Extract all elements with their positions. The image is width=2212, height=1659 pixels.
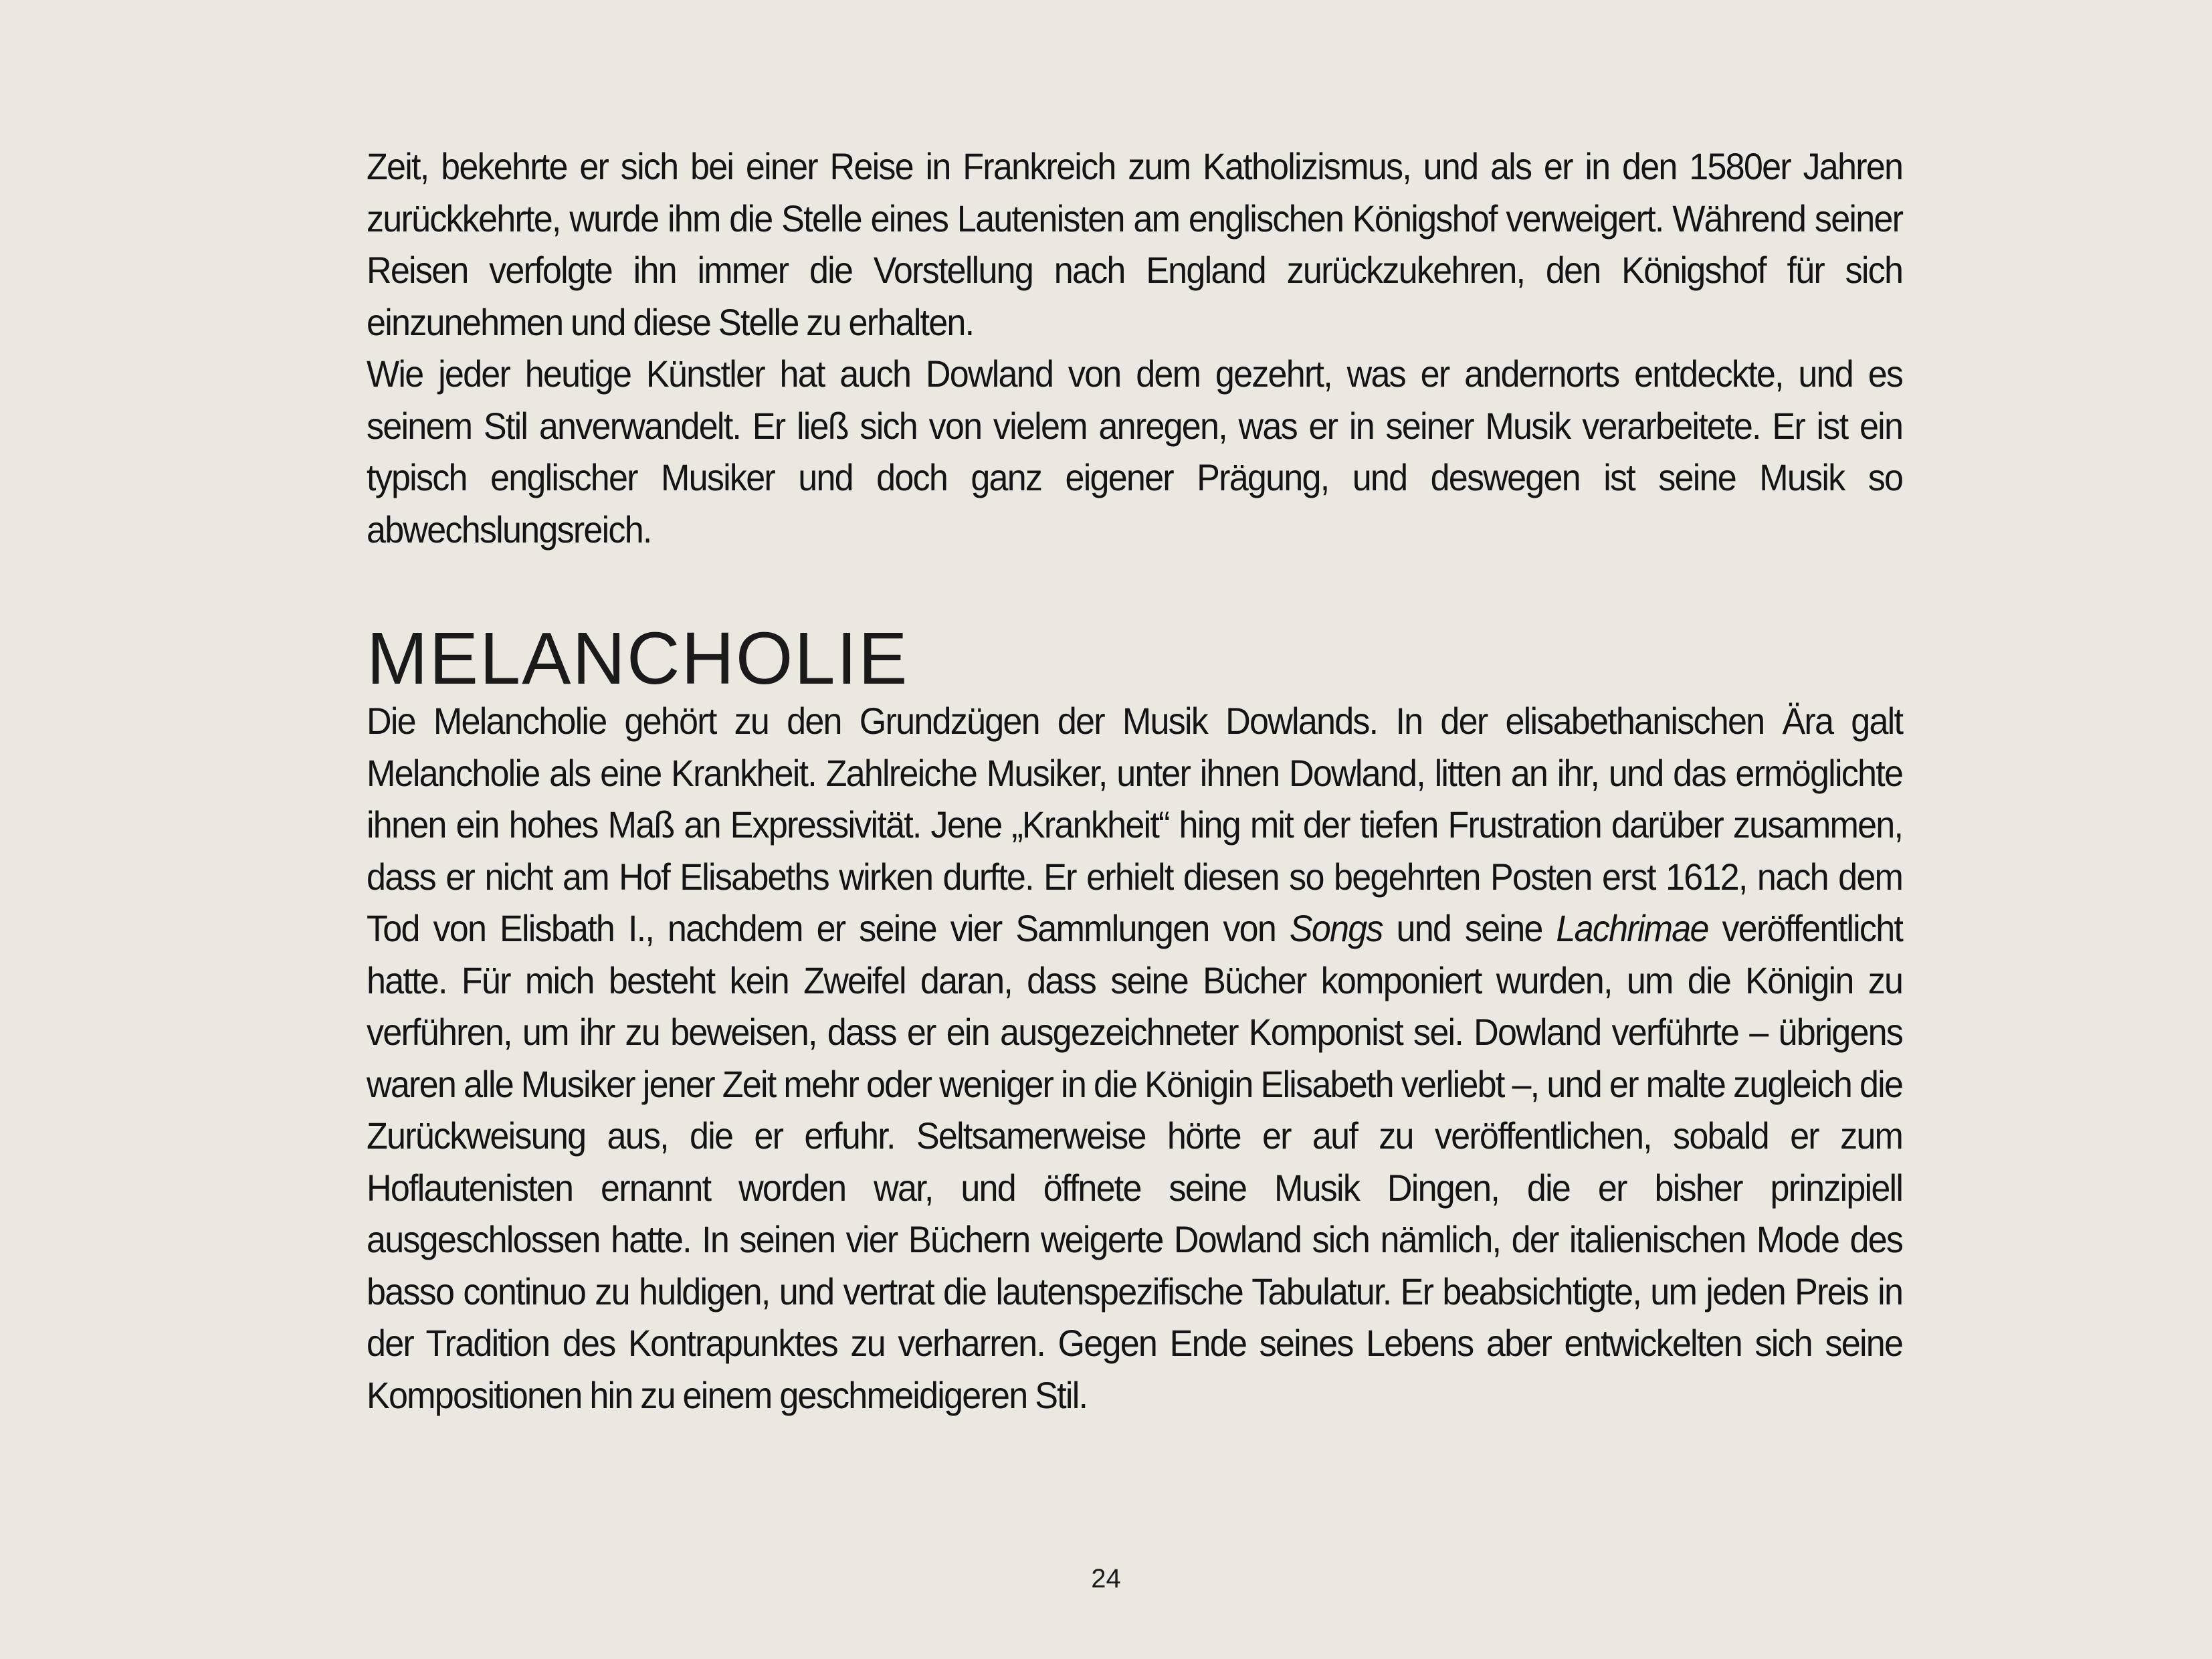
body-text-part-2: und seine	[1396, 907, 1542, 949]
body-text-part-1: Die Melancholie gehört zu den Grundzügen der Musik Dowlands. In der elisabethanischen Ära galt Melancholie als eine Krankheit. Zahlreiche Musiker, unter ihnen Dowland, litten an ihr, und das ermöglichte ihnen ein hohes Maß an Expressivität. Jene „Krankheit“ hing mit der tiefen Frustration darüber zusammen, dass er nicht am Hof Elisabeths wirken durfte. Er erhielt diesen so begehrten Posten erst 1612, nach dem Tod von Elisbath I., nachdem er seine vier Sammlungen von	[367, 700, 1903, 949]
italic-title-songs: Songs	[1289, 907, 1383, 949]
intro-paragraph-2: Wie jeder heutige Künstler hat auch Dowland von dem gezehrt, was er andernorts entdeckte, und es seinem Stil anverwandelt. Er ließ sich von vielem anregen, was er in seiner Musik verarbeitete. Er ist ein typisch englischer Musiker und doch ganz eigener Prägung, und deswegen ist seine Musik so abwechslungsreich.	[367, 353, 1903, 551]
italic-title-lachrimae: Lachrimae	[1556, 907, 1708, 949]
body-text-part-3: veröffentlicht hatte. Für mich besteht kein Zweifel daran, dass seine Bücher komponiert wurden, um die Königin zu verführen, um ihr zu beweisen, dass er ein ausgezeichneter Komponist sei. Dowland verführte – übrigens waren alle Musiker jener Zeit mehr oder weniger in die Königin Elisabeth verliebt –, und er malte zugleich die Zurückweisung aus, die er erfuhr. Seltsamerweise hörte er auf zu veröffentlichen, sobald er zum Hoflautenisten ernannt worden war, und öffnete seine Musik Dingen, die er bisher prinzipiell ausgeschlossen hatte. In seinen vier Büchern weigerte Dowland sich nämlich, der italienischen Mode des basso continuo zu huldigen, und vertrat die lautenspezifische Tabulatur. Er beabsichtigte, um jeden Preis in der Tradition des Kontrapunktes zu verharren. Gegen Ende seines Lebens aber entwickelten sich seine Kompositionen hin zu einem geschmeidigeren Stil.	[367, 907, 1903, 1416]
page-content	[367, 140, 1902, 1421]
melancholie-paragraph	[367, 695, 1902, 1421]
page-number: 24	[1091, 1564, 1121, 1593]
section-heading: MELANCHOLIE	[367, 617, 909, 700]
intro-paragraph-1: Zeit, bekehrte er sich bei einer Reise in Frankreich zum Katholizismus, und als er in den 1580er Jahren zurückkehrte, wurde ihm die Stelle eines Lautenisten am englischen Königshof verweigert. Während seiner Reisen verfolgte ihn immer die Vorstellung nach England zurückzukehren, den Königshof für sich einzunehmen und diese Stelle zu erhalten.	[367, 145, 1903, 343]
